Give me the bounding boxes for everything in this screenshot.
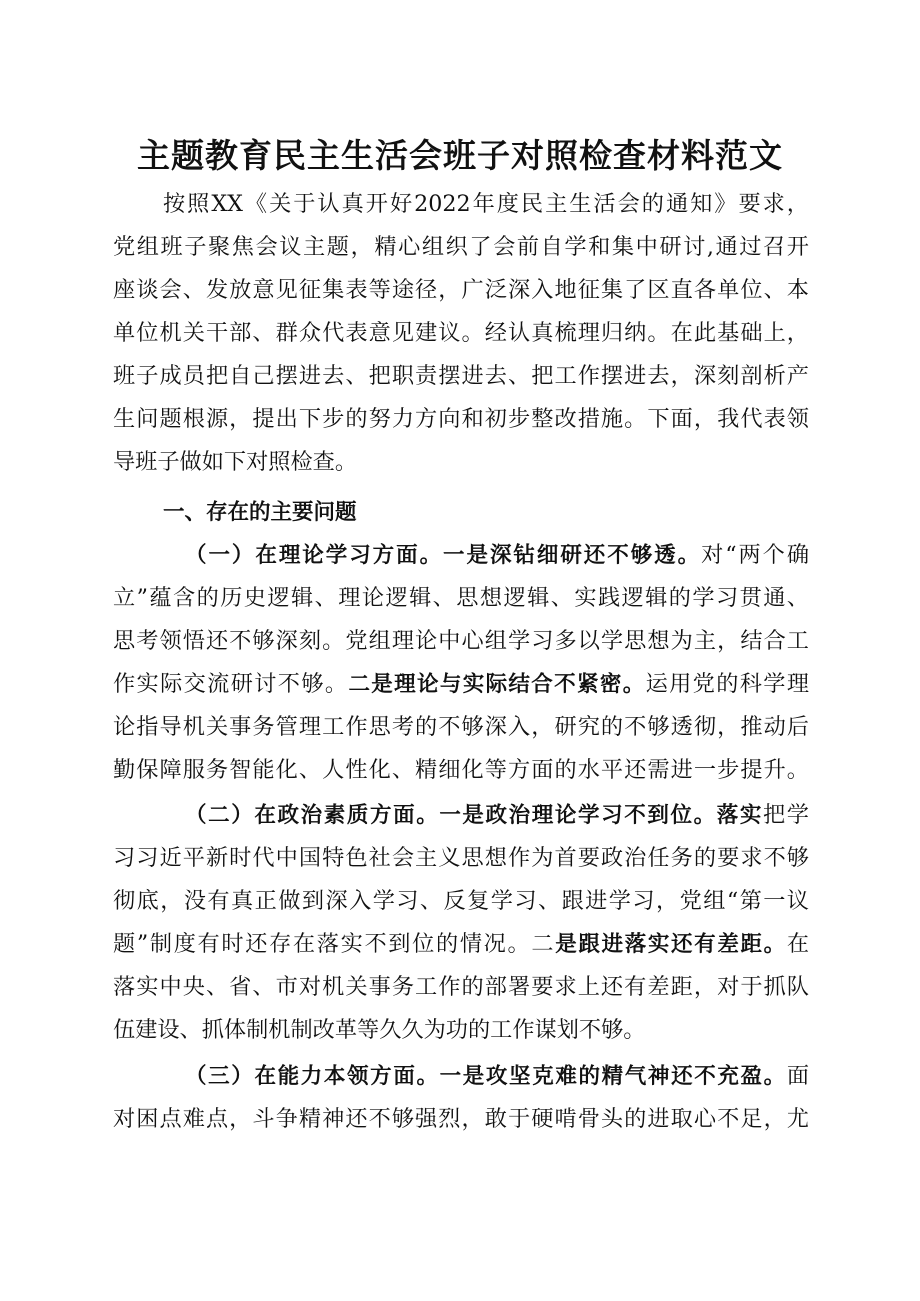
bold-text-segment: 一、存在的主要问题 [163, 500, 357, 525]
text-segment: 伍建设、抓体制机制改革等久久为功的工作谋划不够。 [113, 1017, 646, 1043]
paragraph-line [185, 1054, 809, 1098]
paragraph-line [113, 354, 809, 398]
text-segment: 生问题根源，提出下步的努力方向和初步整改措施。下面，我代表领 [113, 406, 809, 432]
text-segment: 习习近平新时代中国特色社会主义思想作为首要政治任务的要求不够 [113, 845, 809, 871]
text-segment: 座谈会、发放意见征集表等途径，广泛深入地征集了区直各单位、本 [113, 277, 809, 303]
text-segment: 在 [786, 931, 809, 957]
paragraph-line [113, 879, 809, 923]
paragraph-line [185, 793, 809, 837]
text-segment: 论指导机关事务管理工作思考的不够深入，研究的不够透彻，推动后 [113, 714, 809, 740]
bold-text-segment: 是跟进落实还有差距。 [555, 932, 787, 957]
paragraph-line [113, 705, 809, 749]
text-segment: 对困点难点，斗争精神还不够强烈，敢于硬啃骨头的进取心不足，尤 [113, 1106, 809, 1132]
text-segment: 勤保障服务智能化、人性化、精细化等方面的水平还需进一步提升。 [113, 757, 809, 783]
text-segment: 班子成员把自己摆进去、把职责摆进去、把工作摆进去，深刻剖析产 [113, 363, 809, 389]
paragraph-line [163, 182, 809, 226]
paragraph-line [113, 311, 809, 355]
paragraph-line [113, 836, 809, 880]
text-segment: 作实际交流研讨不够。 [113, 671, 349, 697]
paragraph-line [113, 1097, 809, 1141]
text-segment: 立”蕴含的历史逻辑、理论逻辑、思想逻辑、实践逻辑的学习贯通、 [113, 585, 809, 611]
paragraph-line [113, 225, 809, 269]
bold-text-segment: 二是理论与实际结合不紧密。 [348, 672, 646, 697]
paragraph-line [113, 748, 809, 792]
text-segment: 对“两个确 [701, 542, 810, 568]
bold-text-segment: （二）在政治素质方面。一是政治理论学习不到位。落实 [185, 803, 763, 828]
text-segment: 落实中央、省、市对机关事务工作的部署要求上还有差距，对于抓队 [113, 974, 809, 1000]
paragraph-line [113, 662, 809, 706]
paragraph-line [113, 619, 809, 663]
paragraph-line [185, 533, 809, 577]
paragraph-line [113, 440, 809, 484]
text-segment: 单位机关干部、群众代表意见建议。经认真梳理归纳。在此基础上， [113, 320, 809, 346]
text-segment: 导班子做如下对照检查。 [113, 449, 358, 475]
text-segment: 把学 [763, 802, 809, 828]
bold-text-segment: （三）在能力本领方面。一是攻坚克难的精气神还不充盈。 [185, 1064, 787, 1089]
document-title: 主题教育民主生活会班子对照检查材料范文 [137, 136, 783, 175]
text-segment: 运用党的科学理 [645, 671, 810, 697]
paragraph-line [113, 922, 809, 966]
bold-text-segment: （一）在理论学习方面。一是深钻细研还不够透。 [185, 543, 702, 568]
paragraph-line [113, 268, 809, 312]
paragraph-line [113, 576, 809, 620]
text-segment: 思考领悟还不够深刻。党组理论中心组学习多以学思想为主，结合工 [113, 628, 809, 654]
text-segment: 彻底，没有真正做到深入学习、反复学习、跟进学习，党组“第一议 [113, 888, 809, 914]
text-segment: 面 [786, 1063, 809, 1089]
text-segment: 党组班子聚焦会议主题，精心组织了会前自学和集中研讨,通过召开 [113, 234, 809, 260]
paragraph-line [113, 965, 809, 1009]
text-segment: 按照XX《关于认真开好2022年度民主生活会的通知》要求， [163, 191, 809, 217]
paragraph-line [113, 397, 809, 441]
text-segment: 题”制度有时还存在落实不到位的情况。二 [113, 931, 556, 957]
paragraph-line [163, 490, 809, 534]
paragraph-line [113, 1008, 809, 1052]
